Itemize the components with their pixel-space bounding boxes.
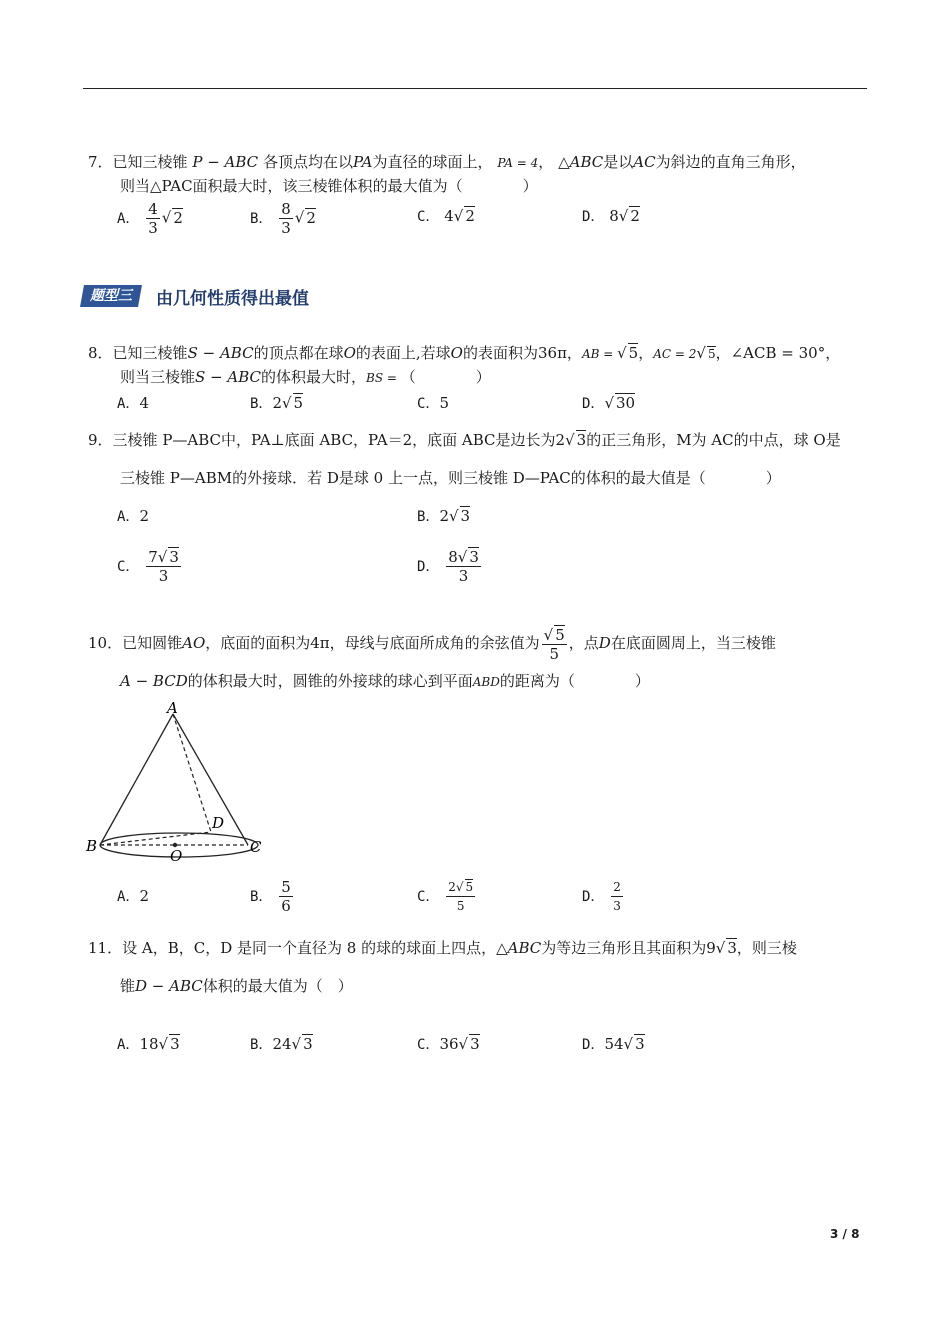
q7-option-b[interactable]: B． $\frac{8}{3}$ √ 2	[250, 200, 316, 237]
section-title: 由几何性质得出最值	[156, 288, 309, 309]
section-badge: 题型三	[80, 285, 142, 307]
q7-option-c[interactable]: C． 4√ 2	[417, 207, 475, 225]
question-9-line1: 9．三棱锥 P—ABC中，PA⊥底面 ABC，PA＝2，底面 ABC是边长为2√ 3的正三角形，M为 AC的中点，球 O是	[88, 431, 841, 449]
page-number: 3 / 8	[830, 1227, 860, 1241]
q10-option-d[interactable]: D． $\frac{2}{3}$	[582, 880, 621, 913]
question-9-line2: 三棱锥 P—ABM的外接球．若 D是球 0 上一点，则三棱锥 D—PAC的体积的最大值是（ ）	[120, 469, 781, 487]
edge-AD	[173, 714, 211, 832]
q11-option-c[interactable]: C．36√ 3	[417, 1035, 480, 1053]
q8-option-a[interactable]: A．4	[117, 394, 149, 412]
q10-option-c[interactable]: C． $\frac{2√ 5}{5}$	[417, 880, 474, 913]
q8-option-c[interactable]: C．5	[417, 394, 449, 412]
question-7-line2: 则当△PAC面积最大时，该三棱锥体积的最大值为（ ）	[120, 177, 538, 195]
question-7-line1: 7．已知三棱锥 P − ABC 各顶点均在以PA为直径的球面上， PA = 4， △ABC是以AC为斜边的直角三角形，	[88, 153, 806, 171]
label-C: C	[250, 838, 262, 856]
q9-option-c[interactable]: C． $\frac{7√ 3}{3}$	[117, 548, 179, 585]
q8-option-d[interactable]: D．√ 30	[582, 394, 636, 412]
q10-option-a[interactable]: A．2	[117, 887, 149, 905]
question-11-line2: 锥D − ABC体积的最大值为（ ）	[120, 977, 353, 995]
q11-option-a[interactable]: A．18√ 3	[117, 1035, 180, 1053]
question-10-line2: A − BCD的体积最大时，圆锥的外接球的球心到平面ABD的距离为（ ）	[120, 672, 650, 690]
q7-option-a[interactable]: A． $\frac{4}{3}$ √ 2	[117, 200, 183, 237]
cone-figure	[82, 696, 272, 866]
q8-option-b[interactable]: B．2√ 5	[250, 394, 304, 412]
generatrix-right	[173, 714, 248, 845]
q7-option-d[interactable]: D． 8√ 2	[582, 207, 640, 225]
label-D: D	[212, 814, 225, 832]
q11-option-d[interactable]: D．54√ 3	[582, 1035, 645, 1053]
label-A: A	[167, 699, 178, 717]
question-11-line1: 11．设 A，B，C，D 是同一个直径为 8 的球的球面上四点，△ABC为等边三角形且其面积为9√ 3，则三棱	[88, 939, 797, 957]
question-10-line1: 10．已知圆锥AO，底面的面积为4π，母线与底面所成角的余弦值为 $\frac{√ 5}{5}$ ，点D在底面圆周上，当三棱锥	[88, 625, 776, 663]
header-rule	[83, 88, 867, 89]
q9-option-d[interactable]: D． $\frac{8√ 3}{3}$	[417, 548, 479, 585]
question-8-line1: 8．已知三棱锥S − ABC的顶点都在球O的表面上,若球O的表面积为36π，AB = √ 5，AC = 2√ 5，∠ACB = 30°，	[88, 344, 841, 362]
label-O: O	[170, 847, 183, 865]
section-header	[80, 285, 309, 307]
question-8-line2: 则当三棱锥S − ABC的体积最大时，BS = （ ）	[120, 368, 491, 386]
q10-option-b[interactable]: B． $\frac{5}{6}$	[250, 878, 291, 915]
generatrix-left	[100, 714, 173, 845]
label-B: B	[86, 837, 98, 855]
q9-option-a[interactable]: A．2	[117, 507, 149, 525]
q11-option-b[interactable]: B．24√ 3	[250, 1035, 313, 1053]
q9-option-b[interactable]: B．2√ 3	[417, 507, 471, 525]
